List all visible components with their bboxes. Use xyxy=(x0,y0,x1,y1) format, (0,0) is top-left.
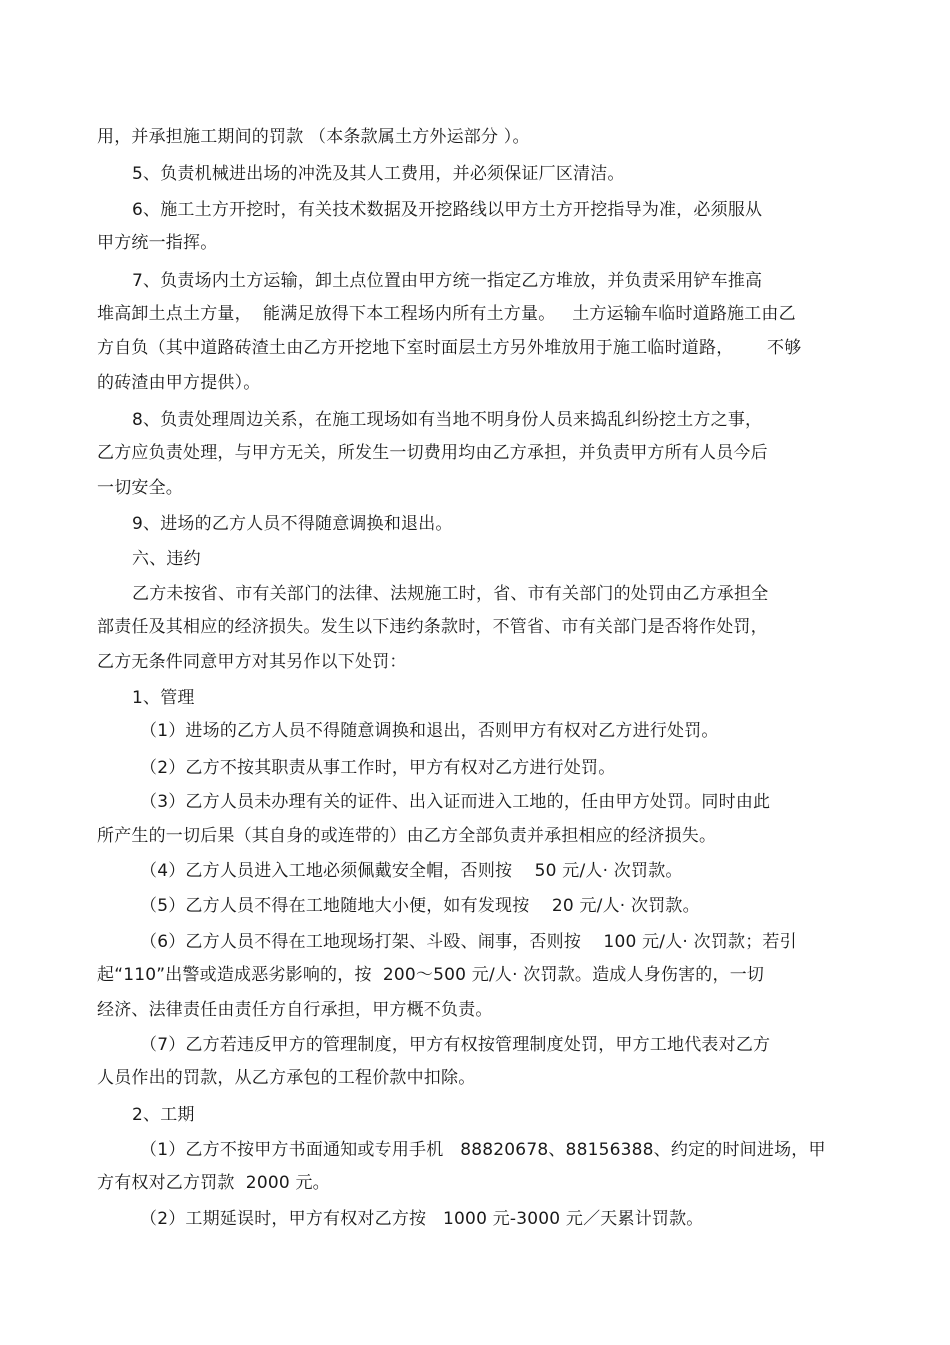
text-line: 用，并承担施工期间的罚款 （本条款属土方外运部分 ）。 xyxy=(97,127,530,147)
text-line: 乙方无条件同意甲方对其另作以下处罚： xyxy=(97,652,407,672)
text-line: （4）乙方人员进入工地必须佩戴安全帽，否则按 50 元/人· 次罚款。 xyxy=(140,861,683,881)
text-line: 乙方未按省、市有关部门的法律、法规施工时，省、市有关部门的处罚由乙方承担全 xyxy=(132,584,769,604)
text-line: 人员作出的罚款，从乙方承包的工程价款中扣除。 xyxy=(97,1068,476,1088)
text-line: （6）乙方人员不得在工地现场打架、斗殴、闹事，否则按 100 元/人· 次罚款；若引 xyxy=(140,932,797,952)
text-line: （2）乙方不按其职责从事工作时，甲方有权对乙方进行处罚。 xyxy=(140,758,616,778)
text-line: 所产生的一切后果（其自身的或连带的）由乙方全部负责并承担相应的经济损失。 xyxy=(97,826,717,846)
text-line: 一切安全。 xyxy=(97,478,183,498)
text-line: （5）乙方人员不得在工地随地大小便，如有发现按 20 元/人· 次罚款。 xyxy=(140,896,700,916)
text-line: （3）乙方人员未办理有关的证件、出入证而进入工地的，任由甲方处罚。同时由此 xyxy=(140,792,771,812)
text-line: 甲方统一指挥。 xyxy=(97,233,218,253)
text-line: （1）进场的乙方人员不得随意调换和退出，否则甲方有权对乙方进行处罚。 xyxy=(140,721,719,741)
text-line: 部责任及其相应的经济损失。发生以下违约条款时，不管省、市有关部门是否将作处罚， xyxy=(97,617,768,637)
subsection-heading: 1、管理 xyxy=(132,688,195,708)
section-heading: 六、违约 xyxy=(132,549,201,569)
text-line: 9、进场的乙方人员不得随意调换和退出。 xyxy=(132,514,453,534)
text-line: 堆高卸土点土方量， 能满足放得下本工程场内所有土方量。 土方运输车临时道路施工由乙 xyxy=(97,304,796,324)
text-line: 起“110”出警或造成恶劣影响的，按 200～500 元/人· 次罚款。造成人身伤害的，一切 xyxy=(97,965,765,985)
text-line: 方有权对乙方罚款 2000 元。 xyxy=(97,1173,330,1193)
text-line: 的砖渣由甲方提供）。 xyxy=(97,373,261,393)
text-line: 乙方应负责处理，与甲方无关，所发生一切费用均由乙方承担，并负责甲方所有人员今后 xyxy=(97,443,768,463)
text-line: （2）工期延误时，甲方有权对乙方按 1000 元-3000 元／天累计罚款。 xyxy=(140,1209,704,1229)
text-line: 7、负责场内土方运输，卸土点位置由甲方统一指定乙方堆放，并负责采用铲车推高 xyxy=(132,271,763,291)
text-line: 8、负责处理周边关系，在施工现场如有当地不明身份人员来捣乱纠纷挖土方之事， xyxy=(132,410,763,430)
subsection-heading: 2、工期 xyxy=(132,1105,195,1125)
text-line: （1）乙方不按甲方书面通知或专用手机 88820678、88156388、约定的时间进场，甲 xyxy=(140,1140,826,1160)
text-line: （7）乙方若违反甲方的管理制度，甲方有权按管理制度处罚，甲方工地代表对乙方 xyxy=(140,1035,771,1055)
text-line: 经济、法律责任由责任方自行承担，甲方概不负责。 xyxy=(97,1000,493,1020)
text-line: 5、负责机械进出场的冲洗及其人工费用，并必须保证厂区清洁。 xyxy=(132,164,625,184)
text-line: 方自负（其中道路砖渣土由乙方开挖地下室时面层土方另外堆放用于施工临时道路， 不够 xyxy=(97,338,802,358)
text-line: 6、施工土方开挖时，有关技术数据及开挖路线以甲方土方开挖指导为准，必须服从 xyxy=(132,200,763,220)
